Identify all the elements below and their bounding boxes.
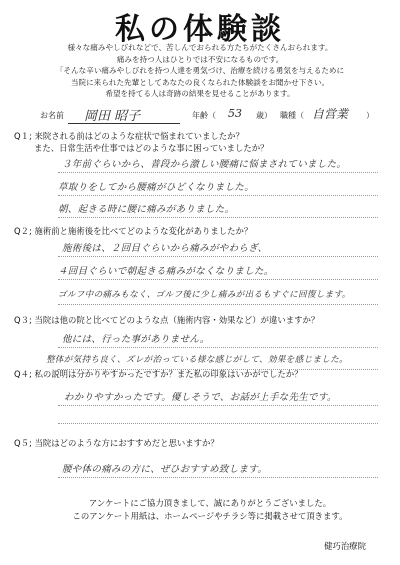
page-title: 私の体験談	[115, 12, 285, 47]
answer-3-line-1: 他には、行った事がありません。	[62, 334, 210, 345]
name-value: 岡田 昭子	[84, 109, 141, 124]
age-label: 年齢（	[192, 111, 216, 120]
name-label: お名前	[40, 111, 64, 120]
footer-line: このアンケート用紙は、ホームページやチラシ等に掲載させて頂きます。	[72, 511, 348, 521]
answer-rule	[58, 217, 378, 218]
intro-line: 希望を持てる人は奇跡の結果を見せることがあります。	[105, 89, 295, 99]
intro-line: 様々な痛みやしびれなどで、苦しんでおられる方たちがたくさんおられます。	[67, 43, 333, 52]
answer-rule	[58, 172, 378, 173]
question-5: Q５; 当院はどのような方におすすめだと思いますか？	[14, 438, 219, 448]
answer-rule	[58, 405, 378, 406]
answer-5-line-1: 腰や体の痛みの方に、ぜひおすすめ致します。	[62, 464, 268, 475]
profile-row	[40, 104, 380, 126]
answer-3-line-2: 整体が気持ち良く、ズレが治っている様な感じがして、効果を感じました。	[46, 355, 349, 365]
answer-1-line-2: 草取りをしてから腰痛がひどくなりました。	[58, 182, 255, 193]
answer-rule	[58, 477, 378, 478]
answer-1-line-1: ３年前ぐらいから、普段から激しい腰痛に悩まされていました。	[62, 159, 347, 170]
answer-4-line-1: わかりやすかったです。優しそうで、お話が上手な先生です。	[64, 392, 337, 403]
intro-line: 「そんな辛い痛みやしびれを持つ人達を勇気づけ、治療を続ける勇気を与えるために	[55, 66, 345, 76]
answer-1-line-3: 朝、起きる時に腰に痛みがありました。	[58, 204, 235, 215]
question-1: Q１; 来院される前はどのような症状で悩まれていましたか？	[14, 131, 244, 141]
age-value: 53	[228, 107, 242, 120]
intro-text	[20, 42, 380, 100]
job-suffix: ）	[366, 111, 374, 120]
answer-2-line-3: ゴルフ中の痛みもなく、ゴルフ後に少し痛みが出るもすぐに回復します。	[58, 290, 351, 300]
answer-rule	[58, 256, 378, 257]
intro-line: 痛みを持つ人はひとりでは不安になるものです。	[116, 54, 284, 64]
question-1-sub: また、日常生活や仕事ではどのような事に困っていましたか？	[34, 143, 269, 153]
answer-rule	[58, 195, 378, 196]
question-3: Q３; 当院は他の院と比べてどのような点（施術内容・効果など）が違いますか？	[14, 315, 320, 325]
answer-2-line-2: ４回目ぐらいで朝起きる痛みがなくなりました。	[58, 266, 274, 277]
question-2: Q２; 施術前と施術後を比べてどのような変化がありましたか？	[14, 226, 253, 236]
footer-note	[40, 497, 380, 523]
footer-line: アンケートにご協力頂きまして、誠にありがとうございました。	[88, 498, 332, 508]
answer-rule	[58, 304, 378, 305]
job-label: 職種（	[280, 111, 304, 120]
clinic-name: 健巧治療院	[324, 541, 366, 551]
job-value: 自営業	[312, 107, 349, 121]
age-suffix: 歳）	[256, 111, 272, 120]
answer-rule	[58, 423, 378, 424]
intro-line: 当院に来られた先輩としてあなたの良くなられた体験談をお聞かせ下さい。	[70, 77, 330, 87]
question-4: Q４; 私の説明は分かりやすかったですか？また私の印象はいかがでしたか？	[14, 369, 303, 379]
answer-rule	[58, 347, 378, 348]
answer-rule	[58, 279, 378, 280]
answer-2-line-1: 施術後は、２回目ぐらいから痛みがやわらぎ、	[62, 243, 268, 254]
